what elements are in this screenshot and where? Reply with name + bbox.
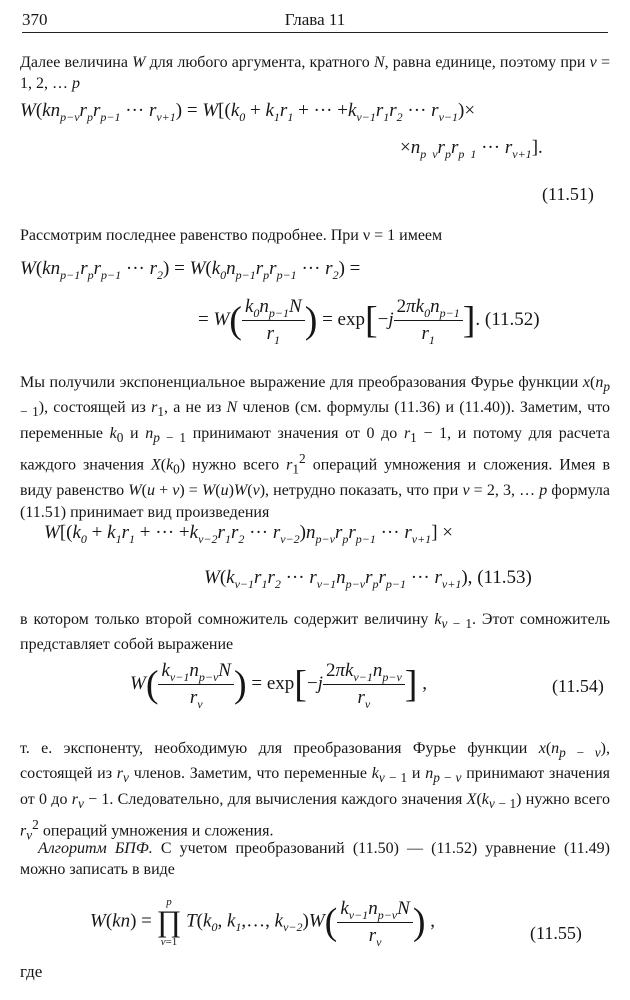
page-number: 370 bbox=[22, 10, 48, 29]
equation-11-53-line-2: $W(k_{\nu-1}r_1r_2$ ··· $r_{\nu-1}n_{p-\nu}r_pr_{p-1}$ ··· $r_{\nu+1}$), (11.53) bbox=[204, 567, 532, 591]
equation-11-55: W(kn) = p ∏ ν=1 $T(k_0$, $k_1,\dots$, $k_{\nu-2})W$( $\frac{k_{\nu-1}n_{p-\nu}N}{r_\nu}$ ) , bbox=[90, 896, 435, 949]
equation-number-11-55: (11.55) bbox=[530, 923, 582, 943]
footer-word: где bbox=[20, 962, 43, 981]
chapter-title: Глава 11 bbox=[284, 10, 346, 29]
algorithm-title: Алгоритм БПФ. bbox=[38, 840, 153, 857]
running-header bbox=[22, 6, 608, 33]
equation-11-53-line-1: $W[(k_0 + k_1r_1$ + ··· $+k_{\nu-2}r_1r_2$ ··· $r_{\nu-2})n_{p-\nu}r_pr_{p-1}$ ··· $r_{\nu+1}$] × bbox=[44, 522, 453, 546]
paragraph-5: т. е. экспоненту, необходимую для преобразования Фурье функции $x(n_{p - \nu})$, состоящей из $r_\nu$ членов. Заметим, что переменные $k_{\nu - 1}$ и $n_{p - \nu}$ принимают значения от 0 до $r_\nu - 1$. Следовательно, для вычисления каждого значения $X(k_{\nu - 1})$ нужно всего $r_\nu^2$ операций умножения и сложения. bbox=[20, 740, 611, 843]
paragraph-4: в котором только второй сомножитель содержит величину $k_{\nu - 1}$. Этот сомножитель представляет собой выражение bbox=[20, 611, 610, 654]
product-operator: p ∏ ν=1 bbox=[156, 896, 182, 948]
equation-number-11-54: (11.54) bbox=[552, 676, 604, 696]
paragraph-1: Далее величина W для любого аргумента, кратного N, равна единице, поэтому при ν = 1, 2, … p bbox=[20, 54, 611, 93]
paragraph-6-text: С учетом преобразований (11.50) — (11.52) уравнение (11.49) можно записать в виде bbox=[20, 840, 611, 879]
paragraph-2: Рассмотрим последнее равенство подробнее. При ν = 1 имеем bbox=[20, 227, 443, 244]
equation-11-52-line-1: $W(kn_{p-1}r_pr_{p-1}$ ··· $r_2) = W(k_0n_{p-1}r_pr_{p-1}$ ··· $r_2$) = bbox=[20, 258, 361, 282]
equation-11-51-line-1: $W(kn_{p-\nu}r_pr_{p-1}$ ··· $r_{\nu+1}) = W[(k_0 + k_1r_1$ + ··· $+k_{\nu-1}r_1r_2$ ··· $r_{\nu-1})\times$ bbox=[20, 100, 476, 124]
equation-11-51-line-2: $\times n_{p \nu}r_pr_{p 1}$ ··· $r_{\nu+1}$]. bbox=[400, 137, 543, 161]
equation-11-52-line-2: = W( $\frac{k_0n_{p-1}N}{r_1}$ ) = exp[−j $\frac{2\pi k_0n_{p-1}}{r_1}$ ]. (11.52) bbox=[198, 296, 540, 347]
equation-number-11-52: (11.52) bbox=[484, 308, 540, 330]
equation-11-54: W( $\frac{k_{\nu-1}n_{p-\nu}N}{r_\nu}$ ) = exp[−j $\frac{2\pi k_{\nu-1}n_{p-\nu}}{r_\nu}$ ] , bbox=[130, 660, 427, 711]
paragraph-3: Мы получили экспоненциальное выражение для преобразования Фурье функции $x(n_{p - 1})$, состоящей из $r_1$, а не из N членов (см. формулы (11.36) и (11.40)). Заметим, что переменные $k_0$ и $n_{p - 1}$ принимают значения от 0 до $r_1 - 1$, и потому для расчета каждого значения $X(k_0)$ нужно всего $r_1^2$ операций умножения и сложения. Имея в виду равенство W(u + v) = W(u)W(v), нетрудно показать, что при ν = 2, 3, … p формула (11.51) принимает вид произведения bbox=[20, 374, 611, 521]
equation-number-11-53: (11.53) bbox=[477, 567, 532, 588]
equation-number-11-51: (11.51) bbox=[542, 184, 594, 204]
paragraph-6 bbox=[20, 838, 610, 881]
